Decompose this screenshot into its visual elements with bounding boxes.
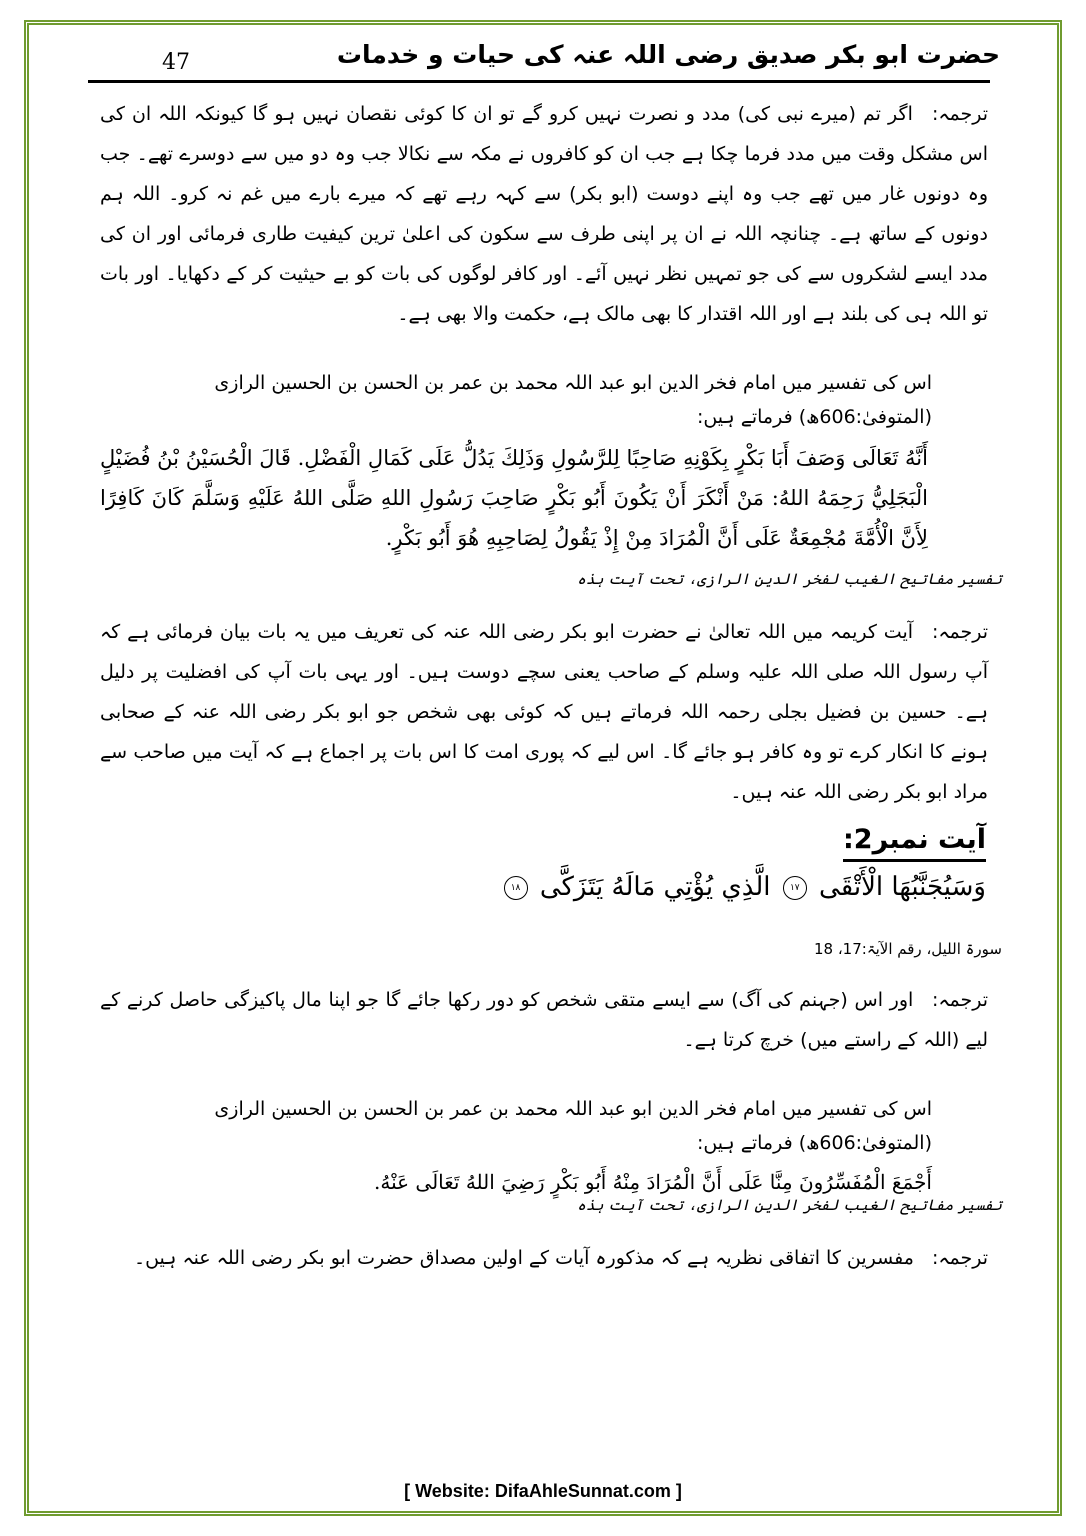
- arabic-quote: أَنَّهُ تَعَالَى وَصَفَ أَبَا بَكْرٍ بِكَوْنِهِ صَاحِبًا لِلرَّسُولِ وَذَلِكَ يَدُلُّ عَلَى كَمَالِ الْفَضْلِ. قَالَ الْحُسَيْنُ بْنُ فُضَيْلٍ الْبَجَلِيُّ رَحِمَهُ اللهُ: مَنْ أَنْكَرَ أَنْ يَكُونَ أَبُو بَكْرٍ صَاحِبَ رَسُولِ اللهِ صَلَّى اللهُ عَلَيْهِ وَسَلَّمَ كَانَ كَافِرًا لِأَنَّ الْأُمَّةَ مُجْمِعَةٌ عَلَى أَنَّ الْمُرَادَ مِنْ إِذْ يَقُولُ لِصَاحِبِهِ هُوَ أَبُو بَكْرٍ.: [100, 446, 928, 550]
- commentary-translation-block: [100, 612, 988, 812]
- commentary-translation-text-2: مفسرین کا اتفاقی نظریہ ہے کہ مذکورہ آیات کے اولین مصداق حضرت ابو بکر رضی اللہ عنہ ہیں۔: [133, 1247, 914, 1269]
- commentary-block: [100, 366, 988, 558]
- translation-label: ترجمہ:: [931, 621, 988, 643]
- commentary-intro: اس کی تفسیر میں امام فخر الدین ابو عبد اللہ محمد بن عمر بن الحسن بن الحسین الرازی (المتوفیٰ:606ھ) فرماتے ہیں:: [214, 372, 932, 428]
- commentary-translation-text: آیت کریمہ میں اللہ تعالیٰ نے حضرت ابو بکر رضی اللہ عنہ کی تعریف میں یہ بات بیان فرمائی ہے کہ آپ رسول اللہ صلی اللہ علیہ وسلم کے صاحب یعنی سچے دوست ہیں۔ اور یہی بات آپ کی افضلیت پر دلیل ہے۔ حسین بن فضیل بجلی رحمہ اللہ فرماتے ہیں کہ کوئی بھی شخص جو ابو بکر رضی اللہ عنہ کے صحابی ہونے کا انکار کرے تو وہ کافر ہو جائے گا۔ اس لیے کہ پوری امت کا اس بات پر اجماع ہے کہ آیت میں صاحب سے مراد ابو بکر رضی اللہ عنہ ہیں۔: [100, 621, 988, 803]
- source-citation: تفسیر مفاتیح الغیب لفخر الدین الرازی، تحت آیت ہذہ: [577, 570, 1002, 588]
- header-divider: [88, 80, 990, 83]
- verse-part-2: الَّذِي يُؤْتِي مَالَهُ يَتَزَكَّى: [539, 872, 771, 902]
- section-heading: آیت نمبر2:: [843, 824, 986, 862]
- commentary-intro-2: اس کی تفسیر میں امام فخر الدین ابو عبد اللہ محمد بن عمر بن الحسن بن الحسین الرازی (المتوفیٰ:606ھ) فرماتے ہیں:: [214, 1098, 932, 1154]
- book-title: حضرت ابو بکر صدیق رضی اللہ عنہ کی حیات و خدمات: [336, 40, 1000, 69]
- verse-reference: سورۃ اللیل، رقم الآیۃ:17، 18: [813, 940, 1002, 958]
- ayah-marker-icon: ١٧: [783, 876, 807, 900]
- translation-text: اگر تم (میرے نبی کی) مدد و نصرت نہیں کرو گے تو ان کا کوئی نقصان نہیں ہو گا کیونکہ اللہ ان کی اس مشکل وقت میں مدد فرما چکا ہے جب ان کو کافروں نے مکہ سے نکالا جب وہ دو میں سے دوسرے تھے۔ جب وہ دونوں غار میں تھے جب وہ اپنے دوست (ابو بکر) سے کہہ رہے تھے کہ میرے بارے میں غم نہ کرو۔ اللہ ہم دونوں کے ساتھ ہے۔ چنانچہ اللہ نے ان پر اپنی طرف سے سکون کی اعلیٰ ترین کیفیت طاری فرمائی اور ان کی مدد ایسے لشکروں سے کی جو تمہیں نظر نہیں آئے۔ اور کافر لوگوں کی بات کو بے حیثیت کر کے دکھایا۔ اور بات تو اللہ ہی کی بلند ہے اور اللہ اقتدار کا بھی مالک ہے، حکمت والا بھی ہے۔: [100, 103, 988, 325]
- translation-text-2: اور اس (جہنم کی آگ) سے ایسے متقی شخص کو دور رکھا جائے گا جو اپنا مال پاکیزگی حاصل کرنے کے لیے (اللہ کے راستے میں) خرچ کرتا ہے۔: [100, 989, 988, 1051]
- verse-translation-block: [100, 94, 988, 334]
- source-citation-2: تفسیر مفاتیح الغیب لفخر الدین الرازی، تحت آیت ہذہ: [577, 1196, 1002, 1214]
- quran-verse: [500, 872, 986, 902]
- ayah-marker-icon: ١٨: [504, 876, 528, 900]
- commentary-block-2: [100, 1092, 988, 1202]
- commentary-translation-block-2: [100, 1238, 988, 1278]
- verse-translation-block-2: [100, 980, 988, 1060]
- translation-label: ترجمہ:: [931, 1247, 988, 1269]
- page-number: 47: [162, 50, 190, 75]
- verse-part-1: وَسَيُجَنَّبُهَا الْأَتْقَى: [819, 872, 986, 902]
- translation-label: ترجمہ:: [931, 103, 988, 125]
- translation-label: ترجمہ:: [931, 989, 988, 1011]
- website-footer: [ Website: DifaAhleSunnat.com ]: [404, 1481, 682, 1501]
- arabic-quote-2: أَجْمَعَ الْمُفَسِّرُونَ مِنَّا عَلَى أَنَّ الْمُرَادَ مِنْهُ أَبُو بَكْرٍ رَضِيَ اللهُ تَعَالَى عَنْهُ.: [374, 1170, 932, 1194]
